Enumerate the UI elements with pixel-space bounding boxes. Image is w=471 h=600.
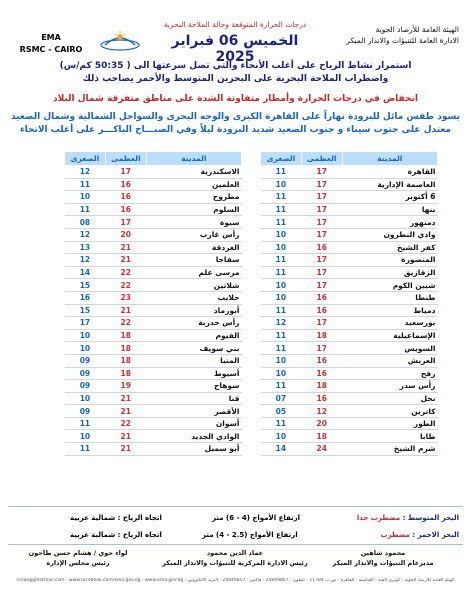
min-temp-cell: 12	[65, 228, 106, 241]
weather-summary-paragraph	[10, 111, 461, 137]
min-temp-cell: 10	[261, 241, 302, 254]
table-row	[261, 392, 438, 405]
city-cell: المنيا	[146, 354, 241, 367]
min-temp-cell: 11	[65, 178, 106, 191]
max-temp-cell: 17	[301, 203, 342, 216]
min-temp-cell: 11	[261, 342, 302, 355]
min-temp-cell: 09	[65, 405, 106, 418]
city-cell: بورسعيد	[342, 317, 437, 330]
min-temp-cell: 10	[261, 279, 302, 292]
city-cell: دمياط	[342, 304, 437, 317]
med-sea-label: البحر المتوسط :	[402, 514, 459, 522]
table-row	[65, 228, 242, 241]
max-temp-cell: 21	[105, 392, 146, 405]
table-row	[65, 354, 242, 367]
table-header-row	[65, 152, 242, 166]
max-temp-cell: 23	[105, 291, 146, 304]
max-temp-cell: 17	[301, 317, 342, 330]
max-temp-cell: 18	[105, 354, 146, 367]
table-row	[65, 254, 242, 267]
city-cell: طابا	[342, 430, 437, 443]
city-cell: دمنهور	[342, 216, 437, 229]
max-temp-cell: 16	[301, 304, 342, 317]
max-temp-cell: 21	[105, 254, 146, 267]
min-temp-cell: 13	[65, 241, 106, 254]
max-temp-cell: 17	[301, 342, 342, 355]
city-cell: السلوم	[146, 203, 241, 216]
max-temp-cell: 22	[105, 266, 146, 279]
max-column-header: العظمى	[301, 152, 342, 166]
min-temp-cell: 15	[65, 279, 106, 292]
city-cell: الأقصر	[146, 405, 241, 418]
min-temp-cell: 14	[65, 266, 106, 279]
city-cell: شلاتين	[146, 279, 241, 292]
min-temp-cell: 12	[65, 166, 106, 179]
table-row	[261, 228, 438, 241]
min-temp-cell: 10	[261, 291, 302, 304]
table-row	[65, 329, 242, 342]
table-row	[65, 443, 242, 456]
ema-logo-icon	[98, 28, 142, 52]
max-temp-cell: 16	[301, 367, 342, 380]
table-row	[261, 254, 438, 267]
max-temp-cell: 21	[105, 241, 146, 254]
city-cell: بنها	[342, 203, 437, 216]
table-row	[65, 430, 242, 443]
max-temp-cell: 16	[301, 392, 342, 405]
min-temp-cell: 10	[261, 367, 302, 380]
city-cell: مرسى علم	[146, 266, 241, 279]
max-temp-cell: 16	[105, 191, 146, 204]
city-cell: أسوان	[146, 417, 241, 430]
table-row	[261, 367, 438, 380]
max-temp-cell: 21	[105, 430, 146, 443]
table-row	[65, 367, 242, 380]
min-temp-cell: 11	[261, 417, 302, 430]
max-temp-cell: 20	[105, 228, 146, 241]
table-row	[65, 380, 242, 393]
table-row	[261, 430, 438, 443]
city-cell: العريش	[342, 354, 437, 367]
min-temp-cell: 11	[261, 304, 302, 317]
red-sea-waves: ارتفاع الأمواج (2.5 - 4) متر	[202, 531, 298, 539]
max-temp-cell: 17	[301, 191, 342, 204]
max-temp-cell: 24	[301, 443, 342, 456]
med-sea-state: مضطرب جدا	[356, 514, 401, 522]
city-cell: حلايب	[146, 291, 241, 304]
min-temp-cell: 07	[261, 392, 302, 405]
city-cell: السويس	[342, 342, 437, 355]
max-temp-cell: 17	[301, 216, 342, 229]
signature-name: لواء جوي / هشام حسن طاحون	[28, 549, 128, 557]
city-cell: 6 أكتوبر	[342, 191, 437, 204]
city-cell: رأس حدربة	[146, 317, 241, 330]
table-row	[65, 241, 242, 254]
max-temp-cell: 22	[105, 417, 146, 430]
city-column-header: المدينة	[146, 152, 241, 166]
red-sea-wind: اتجاه الرياح : شمالية غربية	[70, 531, 162, 539]
city-cell: نخل	[342, 392, 437, 405]
min-temp-cell: 09	[65, 380, 106, 393]
signature-divider	[8, 544, 463, 545]
signature-name: محمود شاهين	[360, 549, 406, 557]
min-temp-cell: 10	[261, 178, 302, 191]
min-temp-cell: 10	[65, 191, 106, 204]
report-subtitle: درجات الحرارة المتوقعة وحالة الملاحة البحرية	[163, 20, 307, 29]
city-cell: بني سويف	[146, 342, 241, 355]
signature-name: عماد الدين محمود	[206, 549, 264, 557]
max-temp-cell: 17	[301, 279, 342, 292]
table-row	[65, 405, 242, 418]
max-temp-cell: 17	[301, 266, 342, 279]
city-cell: رأس سدر	[342, 380, 437, 393]
max-temp-cell: 16	[301, 241, 342, 254]
temperature-table-left	[64, 151, 242, 456]
table-row	[65, 203, 242, 216]
city-cell: الإسماعيلية	[342, 329, 437, 342]
min-column-header: الصغرى	[261, 152, 302, 166]
table-row	[261, 417, 438, 430]
max-temp-cell: 21	[105, 304, 146, 317]
weather-summary-line-1: يسود طقس مائل للبرودة نهاراً على القاهرة الكبرى والوجه البحرى والسواحل الشمالية وشمال الصعيد	[10, 112, 461, 122]
table-header-row	[261, 152, 438, 166]
min-temp-cell: 11	[261, 203, 302, 216]
rain-warning-line: انخفاض في درجات الحرارة وأمطار متفاوتة الشدة على مناطق متفرقة شمال البلاد	[53, 94, 418, 104]
max-temp-cell: 17	[301, 166, 342, 179]
max-temp-cell: 20	[301, 417, 342, 430]
table-row	[261, 304, 438, 317]
table-row	[261, 329, 438, 342]
department-name: الادارة العامة للتنبؤات والانذار المبكر	[346, 36, 459, 45]
table-row	[65, 291, 242, 304]
max-temp-cell: 18	[105, 367, 146, 380]
contact-footer: الهيئة العامة للأرصاد الجوية - كوبري القبة - العباسية - القاهرة - ص.ب 11784 - تليفون : 24849857 - فاكس : 24849857 - البريد الالكتروني : nmaeg@hotmail.com - www.facebook.com/ema.gov.eg - www.ema.gov.eg	[16, 578, 455, 583]
table-row	[261, 443, 438, 456]
city-cell: الاسكندرية	[146, 166, 241, 179]
table-row	[261, 266, 438, 279]
min-temp-cell: 10	[261, 228, 302, 241]
org-code-rsmc: RSMC - CAIRO	[19, 45, 83, 54]
city-cell: العاصمة الإدارية	[342, 178, 437, 191]
org-code-block	[6, 32, 96, 56]
table-row	[65, 417, 242, 430]
city-cell: شرم الشيخ	[342, 443, 437, 456]
city-cell: كفر الشيخ	[342, 241, 437, 254]
signature-central-head	[150, 548, 320, 568]
min-temp-cell: 10	[65, 342, 106, 355]
title-block	[150, 20, 320, 65]
city-cell: رفح	[342, 367, 437, 380]
signature-title: مديرعام التنبؤات والانذار المبكر	[332, 559, 434, 567]
min-temp-cell: 10	[65, 392, 106, 405]
city-column-header: المدينة	[342, 152, 437, 166]
max-temp-cell: 18	[301, 380, 342, 393]
city-cell: قنا	[146, 392, 241, 405]
table-row	[261, 191, 438, 204]
max-temp-cell: 19	[105, 380, 146, 393]
max-temp-cell: 12	[301, 405, 342, 418]
authority-name: الهيئة العامة للأرصاد الجوية	[375, 25, 459, 34]
max-temp-cell: 16	[105, 178, 146, 191]
min-temp-cell: 14	[261, 443, 302, 456]
min-temp-cell: 17	[65, 317, 106, 330]
table-row	[261, 203, 438, 216]
city-cell: الطور	[342, 417, 437, 430]
temperature-table-right	[260, 151, 438, 456]
city-cell: أسيوط	[146, 367, 241, 380]
table-row	[65, 279, 242, 292]
table-row	[261, 354, 438, 367]
min-temp-cell: 11	[261, 191, 302, 204]
max-temp-cell: 18	[301, 329, 342, 342]
max-temp-cell: 22	[105, 279, 146, 292]
city-cell: الغردقة	[146, 241, 241, 254]
report-date: الخميس 06 فبراير 2025	[171, 33, 299, 65]
city-cell: العلمين	[146, 178, 241, 191]
city-cell: أبو سمبل	[146, 443, 241, 456]
max-temp-cell: 21	[105, 443, 146, 456]
signature-title: رئيس مجلس الإدارة	[46, 559, 110, 567]
min-temp-cell: 11	[261, 254, 302, 267]
min-temp-cell: 12	[65, 254, 106, 267]
red-sea-label: البحر الاحمر :	[412, 531, 459, 539]
city-cell: أبورماد	[146, 304, 241, 317]
table-row	[261, 178, 438, 191]
max-temp-cell: 17	[301, 228, 342, 241]
table-row	[261, 279, 438, 292]
med-sea-label-block	[357, 514, 459, 522]
min-temp-cell: 12	[261, 317, 302, 330]
table-row	[261, 241, 438, 254]
min-temp-cell: 09	[65, 354, 106, 367]
signature-title: رئيس الادارة المركزية للتنبؤات والانذار المبكر	[162, 559, 308, 567]
city-cell: طنطا	[342, 291, 437, 304]
min-temp-cell: 11	[261, 329, 302, 342]
min-temp-cell: 11	[261, 380, 302, 393]
min-temp-cell: 11	[261, 266, 302, 279]
city-cell: شبين الكوم	[342, 279, 437, 292]
city-cell: رأس غارب	[146, 228, 241, 241]
city-cell: الفيوم	[146, 329, 241, 342]
city-cell: الزقازيق	[342, 266, 437, 279]
max-temp-cell: 22	[105, 317, 146, 330]
wind-warning-paragraph	[10, 60, 461, 86]
city-cell: سيوة	[146, 216, 241, 229]
table-row	[261, 342, 438, 355]
table-row	[65, 266, 242, 279]
rain-warning-paragraph	[10, 93, 461, 106]
min-temp-cell: 10	[65, 430, 106, 443]
min-temp-cell: 11	[65, 203, 106, 216]
max-temp-cell: 18	[105, 329, 146, 342]
table-row	[65, 178, 242, 191]
table-row	[261, 317, 438, 330]
table-row	[261, 216, 438, 229]
min-temp-cell: 11	[261, 166, 302, 179]
min-temp-cell: 11	[65, 417, 106, 430]
max-temp-cell: 17	[105, 166, 146, 179]
table-row	[65, 216, 242, 229]
city-cell: وادي النطرون	[342, 228, 437, 241]
min-temp-cell: 16	[65, 291, 106, 304]
max-temp-cell: 16	[105, 203, 146, 216]
weather-summary-line-2: معتدل على جنوب سيناء و جنوب الصعيد شديد البرودة ليلاً وفي الصبـــاح الباكـــر على أغلب الانحاء	[19, 125, 452, 135]
table-row	[65, 342, 242, 355]
min-temp-cell: 10	[261, 354, 302, 367]
min-temp-cell: 09	[65, 367, 106, 380]
max-temp-cell: 18	[301, 430, 342, 443]
min-column-header: الصغرى	[65, 152, 106, 166]
max-temp-cell: 17	[301, 178, 342, 191]
min-temp-cell: 08	[65, 216, 106, 229]
table-row	[65, 304, 242, 317]
med-sea-wind: اتجاه الرياح : شمالية غربية	[70, 514, 162, 522]
table-row	[261, 405, 438, 418]
max-temp-cell: 18	[105, 342, 146, 355]
city-cell: القاهرة	[342, 166, 437, 179]
table-body-right	[261, 166, 438, 456]
min-temp-cell: 15	[65, 304, 106, 317]
city-cell: كاترين	[342, 405, 437, 418]
table-row	[65, 317, 242, 330]
max-temp-cell: 17	[105, 216, 146, 229]
max-temp-cell: 16	[301, 291, 342, 304]
min-temp-cell: 05	[261, 405, 302, 418]
min-temp-cell: 10	[261, 430, 302, 443]
wind-warning-line-1: استمرار نشاط الرياح على أغلب الأنحاء والتي تصل سرعتها الى ( 50:35 كم/س)	[59, 61, 412, 71]
table-row	[65, 392, 242, 405]
city-cell: سفاجا	[146, 254, 241, 267]
red-sea-label-block	[380, 531, 459, 539]
signature-director-general	[313, 548, 453, 568]
table-row	[261, 291, 438, 304]
signature-board-chairman	[18, 548, 138, 568]
max-temp-cell: 21	[105, 405, 146, 418]
table-row	[65, 166, 242, 179]
min-temp-cell: 11	[65, 443, 106, 456]
table-body-left	[65, 166, 242, 456]
table-row	[65, 191, 242, 204]
city-cell: الوادي الجديد	[146, 430, 241, 443]
min-temp-cell: 10	[65, 329, 106, 342]
table-row	[261, 380, 438, 393]
red-sea-state: مضطرب	[380, 531, 410, 539]
max-temp-cell: 16	[301, 354, 342, 367]
city-cell: مطروح	[146, 191, 241, 204]
max-column-header: العظمى	[105, 152, 146, 166]
city-cell: المنصورة	[342, 254, 437, 267]
city-cell: سوهاج	[146, 380, 241, 393]
wind-warning-line-2: واضطراب الملاحة البحرية على البحرين المتوسط والأحمر يصاحب ذلك	[82, 74, 389, 84]
org-code-ema: EMA	[41, 33, 61, 42]
max-temp-cell: 17	[301, 254, 342, 267]
min-temp-cell: 11	[261, 216, 302, 229]
table-row	[261, 166, 438, 179]
sea-section-divider	[8, 506, 463, 507]
med-sea-waves: ارتفاع الأمواج (4 - 6) متر	[212, 514, 301, 522]
